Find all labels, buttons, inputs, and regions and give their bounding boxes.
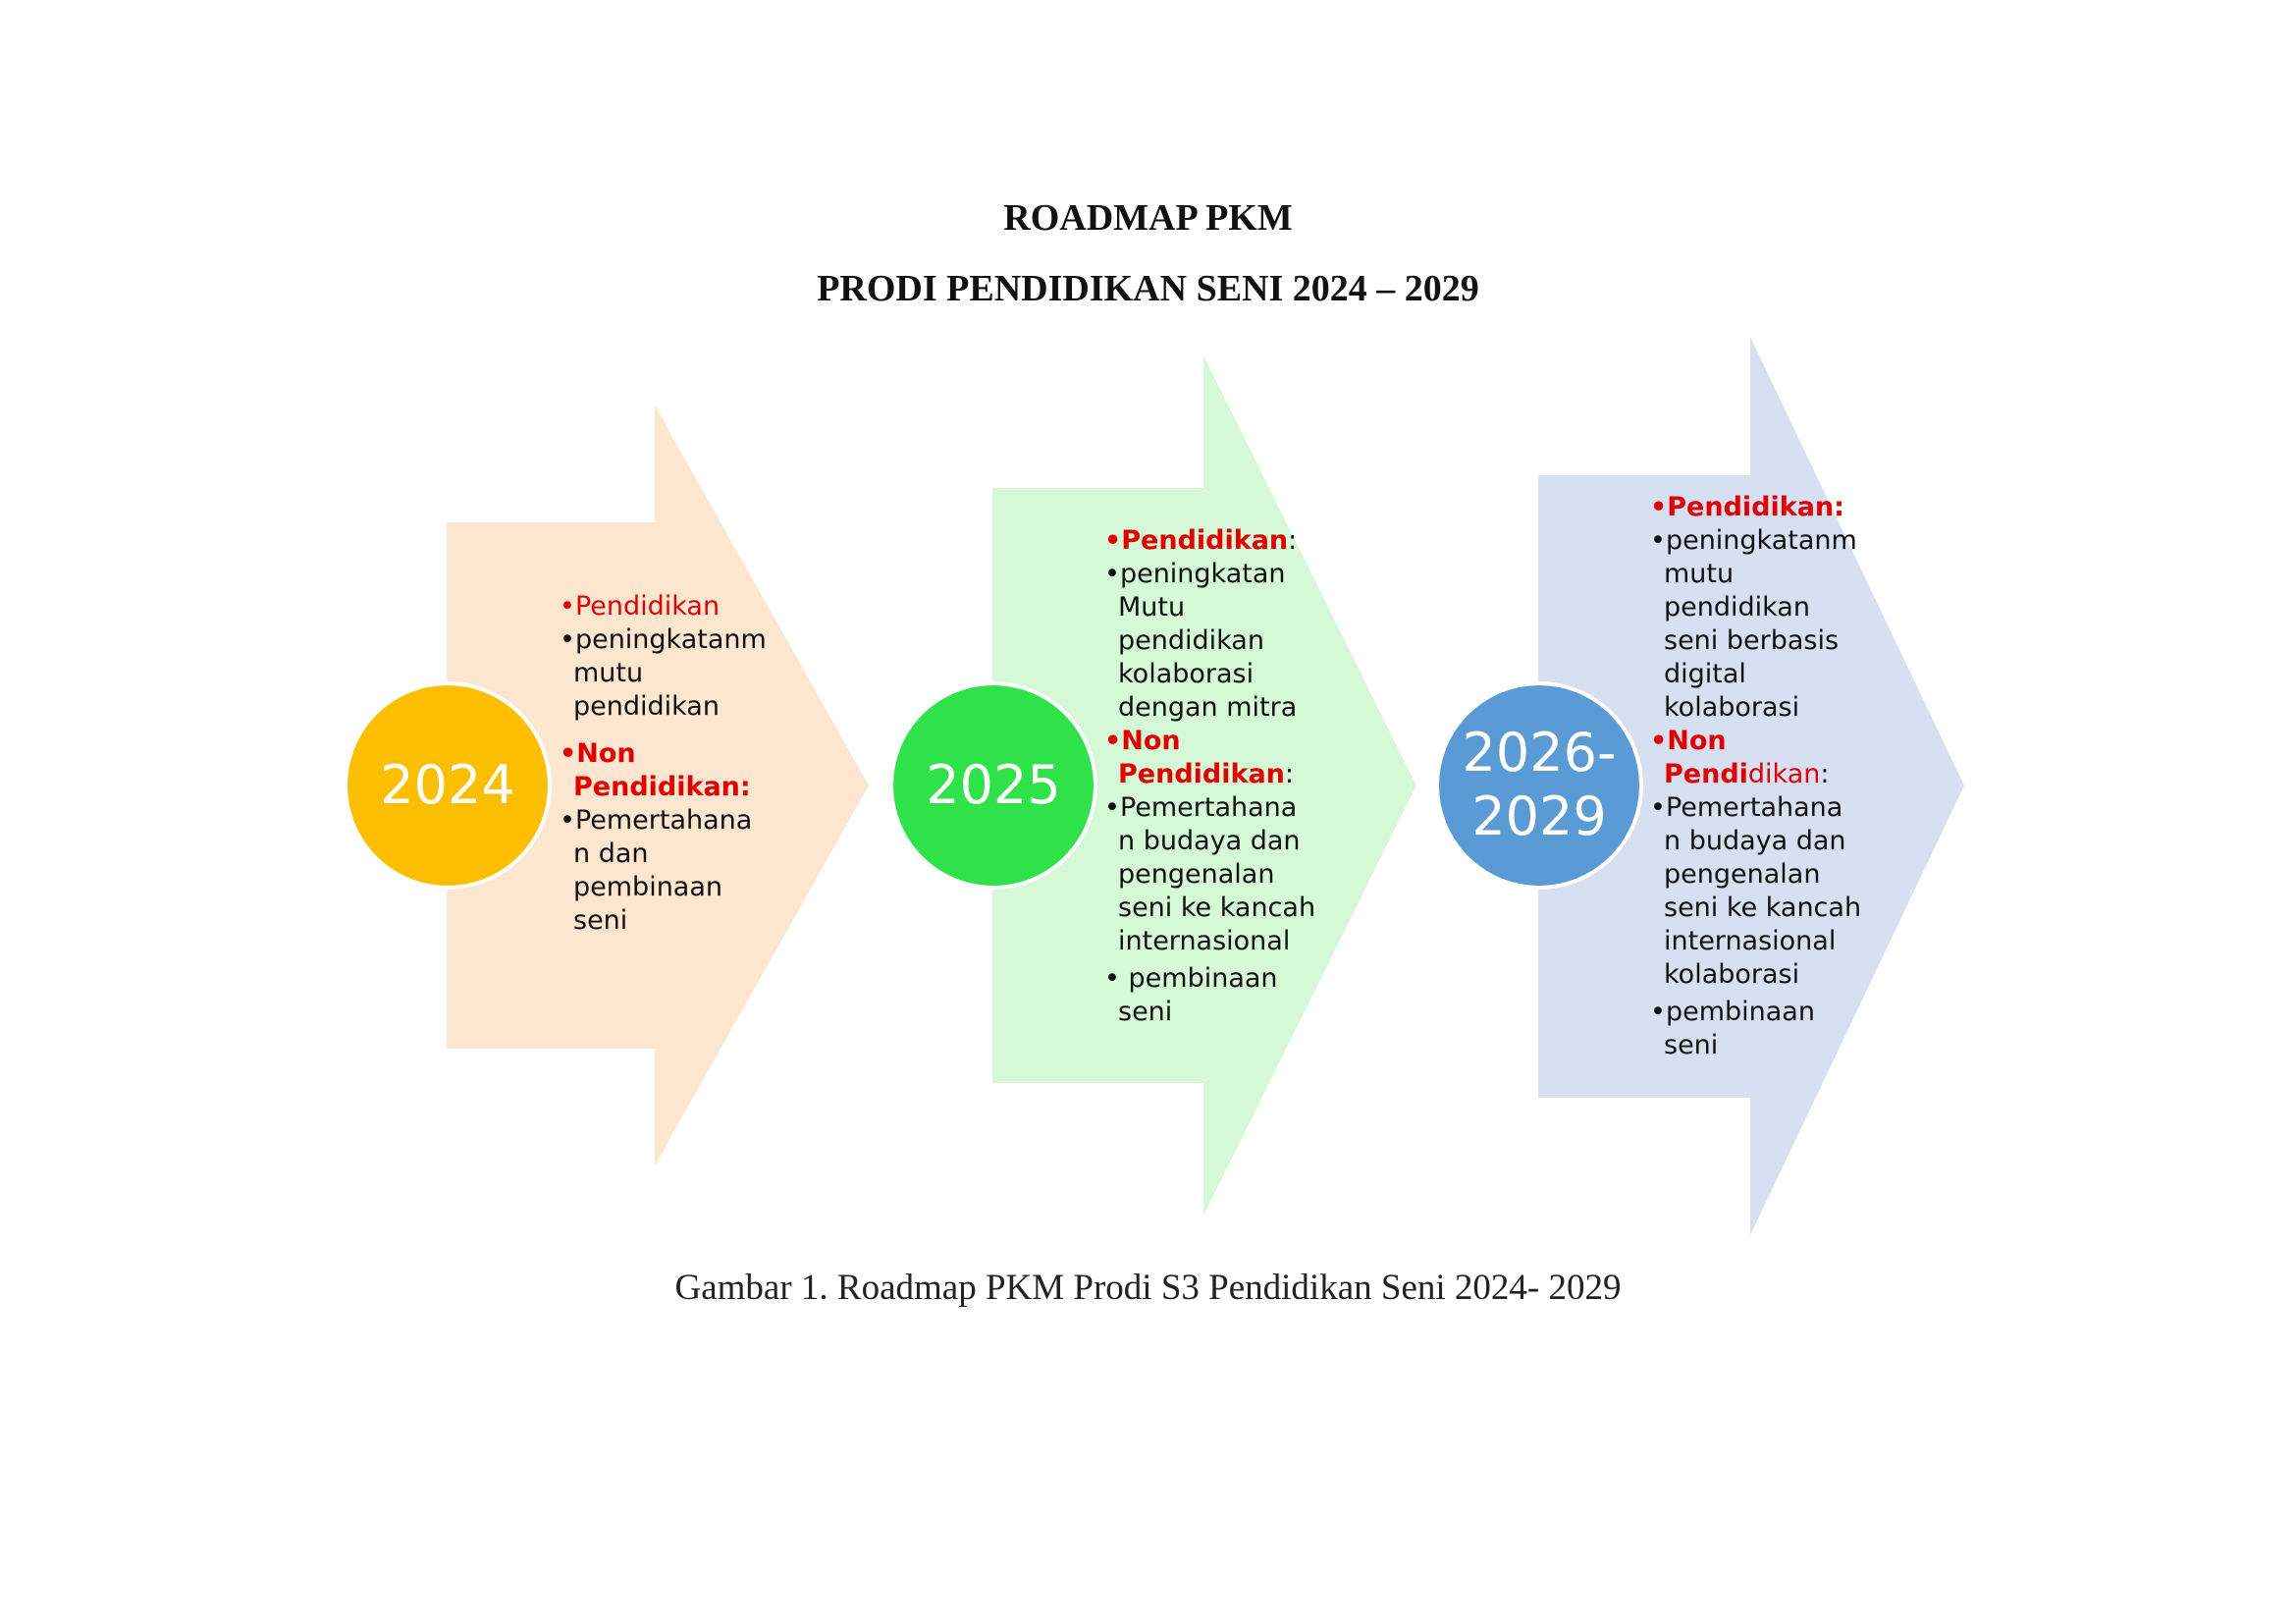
non-pendidikan-item: seni bbox=[573, 905, 628, 936]
diagram-subtitle: PRODI PENDIDIKAN SENI 2024 – 2029 bbox=[817, 268, 1479, 309]
non-pendidikan-item: n budaya dan bbox=[1664, 826, 1846, 856]
year-circle-2024 bbox=[344, 681, 552, 890]
pendidikan-item: pendidikan bbox=[573, 691, 720, 722]
non-pendidikan-item: pembinaan bbox=[573, 872, 723, 902]
non-pendidikan-item: Pemertahana bbox=[1665, 792, 1843, 823]
non-pendidikan-item: seni ke kancah bbox=[1664, 893, 1862, 923]
pendidikan-heading: Pendidikan bbox=[574, 591, 721, 622]
non-pendidikan-item: n dan bbox=[573, 839, 649, 869]
pendidikan-item: peningkatan bbox=[1119, 559, 1286, 589]
non-pendidikan-item: Pemertahana bbox=[574, 805, 753, 836]
pendidikan-item: pendidikan bbox=[1664, 592, 1810, 623]
diagram-title: ROADMAP PKM bbox=[1003, 197, 1293, 239]
non-pendidikan-item: internasional bbox=[1664, 926, 1837, 956]
non-pendidikan-item: seni ke kancah bbox=[1118, 893, 1316, 923]
non-pendidikan-item: n budaya dan bbox=[1118, 826, 1301, 856]
year-circle-2025 bbox=[889, 681, 1097, 890]
pendidikan-item: mutu bbox=[1664, 559, 1735, 589]
pendidikan-item: kolaborasi bbox=[1118, 659, 1255, 689]
extra-item: seni bbox=[1664, 1030, 1719, 1060]
pendidikan-item: Mutu bbox=[1118, 592, 1186, 623]
pendidikan-item: pendidikan bbox=[1118, 625, 1264, 656]
year-label: 2024 bbox=[380, 753, 515, 816]
non-pendidikan-item: Pemertahana bbox=[1119, 792, 1298, 823]
pendidikan-item: peningkatanm bbox=[1665, 525, 1857, 556]
non-pendidikan-item: internasional bbox=[1118, 926, 1291, 956]
year-label: 2029 bbox=[1471, 785, 1607, 847]
pendidikan-item: mutu bbox=[573, 658, 644, 688]
stage-card-2024: •Pendidikan •peningkatanm mutu pendidikan •Non Pendidikan: •Pemertahana n dan pembinaan seni bbox=[560, 591, 767, 936]
year-label: 2026- bbox=[1462, 722, 1617, 785]
pendidikan-item: seni berbasis bbox=[1664, 625, 1840, 656]
heading-colon: : bbox=[1288, 525, 1298, 556]
extra-item: seni bbox=[1118, 997, 1173, 1027]
non-pendidikan-heading: Non bbox=[1667, 726, 1727, 756]
stage-card-2025: •Pendidikan: •peningkatan Mutu pendidikan kolaborasi dengan mitra •Non Pendidikan: •Pemertahana n budaya dan pengenalan seni ke kancah internasional • pembinaan seni bbox=[1104, 525, 1316, 1027]
non-pendidikan-item: pengenalan bbox=[1118, 859, 1275, 890]
non-pendidikan-heading: Pendidikan: bbox=[573, 772, 751, 802]
extra-item: pembinaan bbox=[1119, 963, 1278, 994]
non-pendidikan-heading: Pendi bbox=[1664, 759, 1748, 789]
pendidikan-item: digital bbox=[1664, 659, 1746, 689]
figure-caption: Gambar 1. Roadmap PKM Prodi S3 Pendidikan Seni 2024- 2029 bbox=[674, 1268, 1622, 1308]
pendidikan-item: dengan mitra bbox=[1118, 692, 1298, 723]
pendidikan-item: peningkatanm bbox=[574, 624, 767, 655]
year-label: 2025 bbox=[926, 753, 1061, 816]
extra-item: pembinaan bbox=[1665, 997, 1815, 1027]
heading-colon: : bbox=[1820, 759, 1830, 789]
pendidikan-heading: Pendidikan bbox=[1121, 525, 1289, 556]
non-pendidikan-heading: Non bbox=[1121, 726, 1181, 756]
stage-card-2026-2029: •Pendidikan: •peningkatanm mutu pendidikan seni berbasis digital kolaborasi •Non Pendidikan: •Pemertahana n budaya dan pengenalan seni ke kancah internasional kolaborasi •pembinaan seni bbox=[1650, 492, 1862, 1060]
non-pendidikan-item: kolaborasi bbox=[1664, 959, 1800, 990]
heading-colon: : bbox=[1284, 759, 1294, 789]
pendidikan-heading: Pendidikan: bbox=[1667, 492, 1844, 522]
non-pendidikan-heading: dikan bbox=[1747, 759, 1821, 789]
pendidikan-item: kolaborasi bbox=[1664, 692, 1800, 723]
year-circle-2026-2029 bbox=[1435, 681, 1643, 890]
non-pendidikan-heading: Pendidikan bbox=[1118, 759, 1285, 789]
non-pendidikan-heading: Non bbox=[576, 738, 636, 769]
non-pendidikan-item: pengenalan bbox=[1664, 859, 1821, 890]
